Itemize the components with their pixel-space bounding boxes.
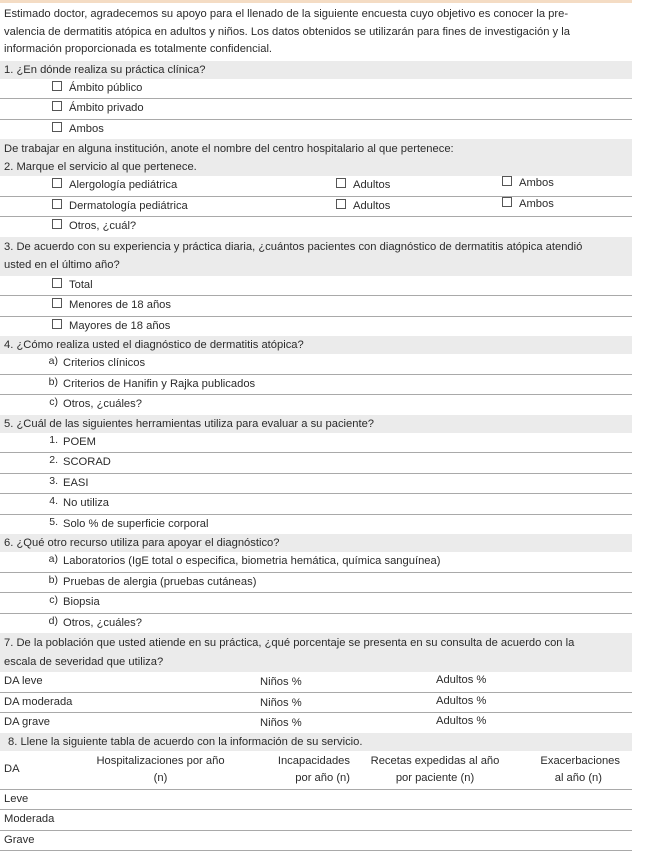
header-label: Incapacidades	[258, 753, 350, 770]
header-label: (n)	[88, 770, 233, 787]
checkbox-icon[interactable]	[336, 178, 346, 188]
children-percent-field[interactable]: Niños %	[260, 694, 302, 714]
list-marker: a)	[44, 550, 58, 570]
option-label: Pruebas de alergia (pruebas cutáneas)	[63, 576, 256, 588]
option-label: Ámbito público	[69, 82, 142, 94]
list-marker: d)	[44, 612, 58, 632]
header-label: Recetas expedidas al año	[360, 753, 510, 770]
header-recetas	[360, 753, 510, 787]
option-label: Otros, ¿cuál?	[69, 220, 136, 232]
checkbox-icon[interactable]	[502, 176, 512, 186]
option-otros[interactable]	[44, 395, 142, 415]
option-otros[interactable]	[44, 614, 142, 634]
option-adultos[interactable]	[336, 197, 390, 217]
table-row	[0, 810, 632, 831]
severity-row	[0, 693, 632, 714]
survey-form	[0, 3, 632, 851]
list-marker: b)	[44, 571, 58, 591]
adults-percent-field[interactable]: Adultos %	[436, 692, 486, 712]
option-label: Adultos	[353, 200, 390, 212]
option-row	[0, 552, 632, 573]
option-label: No utiliza	[63, 497, 109, 509]
option-dermatologia-pediatrica[interactable]	[52, 197, 188, 217]
option-row	[0, 375, 632, 396]
question-2: 2. Marque el servicio al que pertenece.	[0, 158, 632, 176]
question-7	[0, 633, 632, 672]
list-marker: a)	[44, 352, 58, 372]
option-row	[0, 296, 632, 317]
list-marker: b)	[44, 373, 58, 393]
option-total[interactable]	[52, 276, 93, 296]
option-row	[0, 453, 632, 474]
option-row	[0, 79, 632, 100]
question-5: 5. ¿Cuál de las siguientes herramientas utiliza para evaluar a su paciente?	[0, 415, 632, 433]
table-row	[0, 790, 632, 811]
header-label: por año (n)	[258, 770, 350, 787]
option-row	[0, 276, 632, 297]
checkbox-icon[interactable]	[52, 278, 62, 288]
option-mayores-18[interactable]	[52, 317, 170, 337]
option-biopsia[interactable]	[44, 593, 100, 613]
checkbox-icon[interactable]	[502, 197, 512, 207]
option-label: Total	[69, 279, 93, 291]
checkbox-icon[interactable]	[52, 178, 62, 188]
intro-line: Estimado doctor, agradecemos su apoyo para el llenado de la siguiente encuesta cuyo objetivo es conocer la pre-	[4, 6, 628, 24]
row-label: Leve	[4, 790, 28, 810]
severity-row	[0, 672, 632, 693]
option-label: Dermatología pediátrica	[69, 200, 188, 212]
option-label: Criterios de Hanifin y Rajka publicados	[63, 378, 255, 390]
option-superficie-corporal[interactable]	[44, 515, 209, 535]
list-marker: 5.	[44, 513, 58, 533]
option-row	[0, 99, 632, 120]
option-row	[0, 217, 632, 237]
option-label: SCORAD	[63, 456, 111, 468]
option-laboratorios[interactable]	[44, 552, 440, 572]
option-label: Ambos	[69, 123, 104, 135]
question-3	[0, 237, 632, 276]
row-label: Grave	[4, 831, 34, 851]
intro-line: valencia de dermatitis atópica en adultos y niños. Los datos obtenidos se utilizarán para fines de investigación y la	[4, 24, 628, 42]
question-1: 1. ¿En dónde realiza su práctica clínica?	[0, 61, 632, 79]
list-marker: c)	[44, 393, 58, 413]
option-label: Adultos	[353, 179, 390, 191]
question-4: 4. ¿Cómo realiza usted el diagnóstico de dermatitis atópica?	[0, 336, 632, 354]
list-marker: c)	[44, 591, 58, 611]
option-criterios-clinicos[interactable]	[44, 354, 145, 374]
list-marker: 2.	[44, 451, 58, 471]
option-label: Otros, ¿cuáles?	[63, 398, 142, 410]
checkbox-icon[interactable]	[52, 122, 62, 132]
header-label: Hospitalizaciones por año	[88, 753, 233, 770]
header-label: DA	[4, 763, 20, 775]
option-easi[interactable]	[44, 474, 89, 494]
option-alergologia-pediatrica[interactable]	[52, 176, 177, 196]
option-row	[0, 120, 632, 140]
header-label: al año (n)	[525, 770, 620, 787]
option-row	[0, 515, 632, 535]
option-ambos[interactable]	[502, 174, 554, 194]
severity-row	[0, 713, 632, 733]
option-row	[0, 395, 632, 415]
row-label: Moderada	[4, 810, 54, 830]
adults-percent-field[interactable]: Adultos %	[436, 671, 486, 691]
option-label: Mayores de 18 años	[69, 320, 170, 332]
header-incapacidades	[258, 753, 350, 787]
option-hanifin-rajka[interactable]	[44, 375, 255, 395]
option-row	[0, 593, 632, 614]
option-scorad[interactable]	[44, 453, 111, 473]
severity-label: DA moderada	[4, 693, 72, 713]
question-line: 7. De la población que usted atiende en su práctica, ¿qué porcentaje se presenta en su consulta de acuerdo con la	[4, 634, 628, 653]
option-ambito-privado[interactable]	[52, 99, 144, 119]
header-da	[4, 761, 34, 778]
adults-percent-field[interactable]: Adultos %	[436, 712, 486, 732]
option-ambos[interactable]	[52, 120, 104, 140]
option-label: Criterios clínicos	[63, 357, 145, 369]
option-label: EASI	[63, 477, 89, 489]
option-row	[0, 474, 632, 495]
checkbox-icon[interactable]	[52, 319, 62, 329]
header-hospitalizaciones	[88, 753, 233, 787]
option-pruebas-alergia[interactable]	[44, 573, 256, 593]
intro-line: información proporcionada es totalmente confidencial.	[4, 41, 628, 59]
severity-label: DA grave	[4, 713, 50, 733]
table-row	[0, 831, 632, 851]
option-adultos[interactable]	[336, 176, 390, 196]
service-row	[0, 176, 632, 197]
option-label: Biopsia	[63, 596, 100, 608]
option-label: Ambos	[519, 198, 554, 210]
option-row	[0, 317, 632, 337]
checkbox-icon[interactable]	[52, 298, 62, 308]
option-label: POEM	[63, 436, 96, 448]
option-row	[0, 494, 632, 515]
list-marker: 3.	[44, 472, 58, 492]
checkbox-icon[interactable]	[52, 101, 62, 111]
list-marker: 4.	[44, 492, 58, 512]
children-percent-field[interactable]: Niños %	[260, 714, 302, 734]
question-line: escala de severidad que utiliza?	[4, 653, 628, 672]
option-label: Solo % de superficie corporal	[63, 518, 209, 530]
table-header	[0, 751, 632, 790]
option-label: Menores de 18 años	[69, 299, 171, 311]
option-label: Laboratorios (IgE total o especifica, biometria hemática, química sanguínea)	[63, 555, 440, 567]
option-label: Alergología pediátrica	[69, 179, 177, 191]
checkbox-icon[interactable]	[52, 199, 62, 209]
option-row	[0, 354, 632, 375]
header-label: Exacerbaciones	[525, 753, 620, 770]
option-no-utiliza[interactable]	[44, 494, 109, 514]
option-row	[0, 573, 632, 594]
option-ambos[interactable]	[502, 195, 554, 215]
question-6: 6. ¿Qué otro recurso utiliza para apoyar el diagnóstico?	[0, 534, 632, 552]
header-exacerbaciones	[525, 753, 620, 787]
header-label: por paciente (n)	[360, 770, 510, 787]
option-label: Ambos	[519, 177, 554, 189]
option-otros[interactable]	[52, 217, 136, 237]
question-8: 8. Llene la siguiente tabla de acuerdo con la información de su servicio.	[0, 733, 632, 751]
severity-label: DA leve	[4, 672, 43, 692]
list-marker: 1.	[44, 431, 58, 451]
option-row	[0, 433, 632, 454]
checkbox-icon[interactable]	[52, 81, 62, 91]
institution-note: De trabajar en alguna institución, anote el nombre del centro hospitalario al que pertenece:	[0, 139, 632, 158]
question-line: usted en el último año?	[4, 256, 628, 275]
service-row	[0, 197, 632, 218]
checkbox-icon[interactable]	[336, 199, 346, 209]
question-line: 3. De acuerdo con su experiencia y práctica diaria, ¿cuántos pacientes con diagnóstico de dermatitis atópica atendió	[4, 238, 628, 257]
option-poem[interactable]	[44, 433, 96, 453]
checkbox-icon[interactable]	[52, 219, 62, 229]
option-label: Otros, ¿cuáles?	[63, 617, 142, 629]
option-ambito-publico[interactable]	[52, 79, 142, 99]
children-percent-field[interactable]: Niños %	[260, 673, 302, 693]
option-menores-18[interactable]	[52, 296, 171, 316]
option-row	[0, 614, 632, 634]
intro-text	[0, 3, 632, 61]
option-label: Ámbito privado	[69, 102, 144, 114]
